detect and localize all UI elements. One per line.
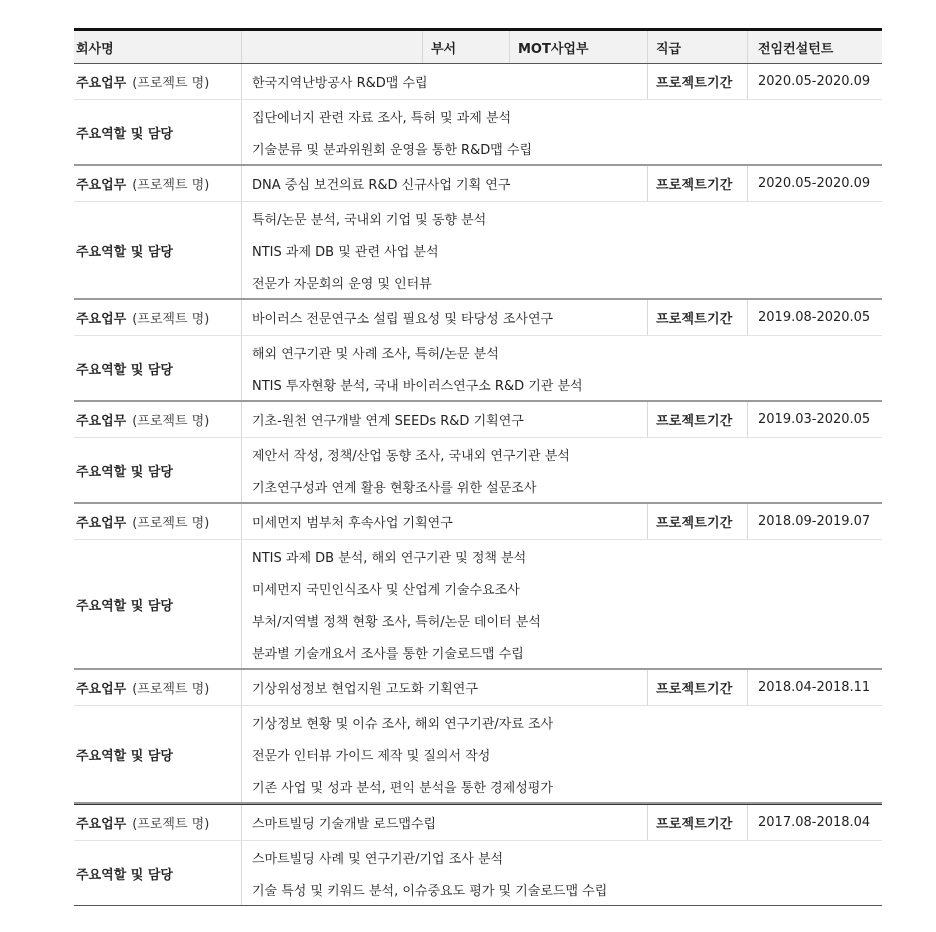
project-period: 2018.09-2019.07 — [758, 514, 871, 529]
roles-label: 주요역할 및 담당 — [74, 540, 242, 668]
role-item: 해외 연구기관 및 사례 조사, 특허/논문 분석 — [252, 346, 499, 362]
main-task-label — [74, 504, 242, 539]
role-item: 스마트빌딩 사례 및 연구기관/기업 조사 분석 — [252, 851, 504, 867]
role-item: 부처/지역별 정책 현황 조사, 특허/논문 데이터 분석 — [252, 614, 541, 630]
project-row — [74, 402, 882, 438]
project-block — [74, 804, 882, 906]
roles-row — [74, 438, 882, 502]
project-row — [74, 670, 882, 706]
role-item: 제안서 작성, 정책/산업 동향 조사, 국내외 연구기관 분석 — [252, 448, 570, 464]
roles-list — [242, 202, 882, 298]
dept-value: MOT사업부 — [510, 31, 648, 63]
period-label: 프로젝트기간 — [648, 504, 748, 539]
period-label: 프로젝트기간 — [648, 166, 748, 201]
project-name: DNA 중심 보건의료 R&D 신규사업 기획 연구 — [242, 166, 648, 201]
project-block — [74, 300, 882, 402]
role-item: 기술 특성 및 키워드 분석, 이슈중요도 평가 및 기술로드맵 수립 — [252, 883, 608, 899]
project-name: 한국지역난방공사 R&D맵 수립 — [242, 64, 648, 99]
project-block — [74, 64, 882, 166]
project-row — [74, 805, 882, 841]
roles-row — [74, 540, 882, 668]
company-label: 회사명 — [74, 31, 242, 63]
roles-list — [242, 540, 882, 668]
role-item: 기술분류 및 분과위원회 운영을 통한 R&D맵 수립 — [252, 142, 533, 158]
project-period: 2020.05-2020.09 — [758, 176, 871, 191]
main-task-sub: (프로젝트 명) — [132, 178, 210, 193]
main-task-sub: (프로젝트 명) — [132, 312, 210, 327]
project-name: 바이러스 전문연구소 설립 필요성 및 타당성 조사연구 — [242, 300, 648, 335]
project-block — [74, 670, 882, 804]
roles-list — [242, 438, 882, 502]
roles-label: 주요역할 및 담당 — [74, 706, 242, 802]
project-period: 2017.08-2018.04 — [758, 815, 871, 830]
role-item: 분과별 기술개요서 조사를 통한 기술로드맵 수립 — [252, 646, 524, 662]
roles-list — [242, 100, 882, 164]
project-row — [74, 300, 882, 336]
period-label: 프로젝트기간 — [648, 402, 748, 437]
company-value — [242, 31, 423, 63]
career-table — [74, 28, 882, 906]
role-item: NTIS 투자현황 분석, 국내 바이러스연구소 R&D 기관 분석 — [252, 378, 583, 394]
period-label: 프로젝트기간 — [648, 300, 748, 335]
main-task-label — [74, 402, 242, 437]
main-task-sub: (프로젝트 명) — [132, 516, 210, 531]
project-block — [74, 504, 882, 670]
main-task-label — [74, 805, 242, 840]
project-list — [74, 64, 882, 906]
main-task-sub: (프로젝트 명) — [132, 414, 210, 429]
dept-label: 부서 — [423, 31, 510, 63]
role-item: NTIS 과제 DB 분석, 해외 연구기관 및 정책 분석 — [252, 550, 527, 566]
main-task-title: 주요업무 — [76, 682, 127, 697]
role-item: 전문가 자문회의 운영 및 인터뷰 — [252, 276, 432, 292]
roles-row — [74, 841, 882, 905]
roles-label: 주요역할 및 담당 — [74, 336, 242, 400]
main-task-sub: (프로젝트 명) — [132, 682, 210, 697]
project-name: 스마트빌딩 기술개발 로드맵수립 — [242, 805, 648, 840]
roles-label: 주요역할 및 담당 — [74, 841, 242, 905]
project-row — [74, 166, 882, 202]
role-item: 특허/논문 분석, 국내외 기업 및 동향 분석 — [252, 212, 487, 228]
role-item: 집단에너지 관련 자료 조사, 특허 및 과제 분석 — [252, 110, 512, 126]
period-label: 프로젝트기간 — [648, 805, 748, 840]
project-period: 2019.08-2020.05 — [758, 310, 871, 325]
roles-label: 주요역할 및 담당 — [74, 100, 242, 164]
roles-row — [74, 706, 882, 802]
roles-row — [74, 336, 882, 400]
position-value: 전임컨설턴트 — [758, 41, 834, 57]
roles-list — [242, 706, 882, 802]
main-task-label — [74, 300, 242, 335]
main-task-label — [74, 670, 242, 705]
main-task-title: 주요업무 — [76, 312, 127, 327]
project-row — [74, 504, 882, 540]
project-block — [74, 166, 882, 300]
period-label: 프로젝트기간 — [648, 670, 748, 705]
main-task-label — [74, 166, 242, 201]
project-name: 기초-원천 연구개발 연계 SEEDs R&D 기획연구 — [242, 402, 648, 437]
role-item: 기초연구성과 연계 활용 현황조사를 위한 설문조사 — [252, 480, 537, 496]
roles-row — [74, 100, 882, 164]
main-task-title: 주요업무 — [76, 817, 127, 832]
project-block — [74, 402, 882, 504]
roles-label: 주요역할 및 담당 — [74, 202, 242, 298]
main-task-title: 주요업무 — [76, 414, 127, 429]
main-task-title: 주요업무 — [76, 178, 127, 193]
position-label: 직급 — [648, 31, 748, 63]
main-task-sub: (프로젝트 명) — [132, 76, 210, 91]
role-item: 기존 사업 및 성과 분석, 편익 분석을 통한 경제성평가 — [252, 780, 553, 796]
header-row — [74, 28, 882, 64]
project-name: 미세먼지 범부처 후속사업 기획연구 — [242, 504, 648, 539]
project-period: 2019.03-2020.05 — [758, 412, 871, 427]
period-label: 프로젝트기간 — [648, 64, 748, 99]
roles-row — [74, 202, 882, 298]
main-task-title: 주요업무 — [76, 516, 127, 531]
role-item: 기상정보 현황 및 이슈 조사, 해외 연구기관/자료 조사 — [252, 716, 554, 732]
main-task-sub: (프로젝트 명) — [132, 817, 210, 832]
role-item: 전문가 인터뷰 가이드 제작 및 질의서 작성 — [252, 748, 491, 764]
roles-list — [242, 841, 882, 905]
project-name: 기상위성정보 현업지원 고도화 기획연구 — [242, 670, 648, 705]
project-row — [74, 64, 882, 100]
role-item: NTIS 과제 DB 및 관련 사업 분석 — [252, 244, 439, 260]
main-task-title: 주요업무 — [76, 76, 127, 91]
main-task-label — [74, 64, 242, 99]
role-item: 미세먼지 국민인식조사 및 산업계 기술수요조사 — [252, 582, 520, 598]
project-period: 2020.05-2020.09 — [758, 74, 871, 89]
roles-list — [242, 336, 882, 400]
project-period: 2018.04-2018.11 — [758, 680, 871, 695]
roles-label: 주요역할 및 담당 — [74, 438, 242, 502]
